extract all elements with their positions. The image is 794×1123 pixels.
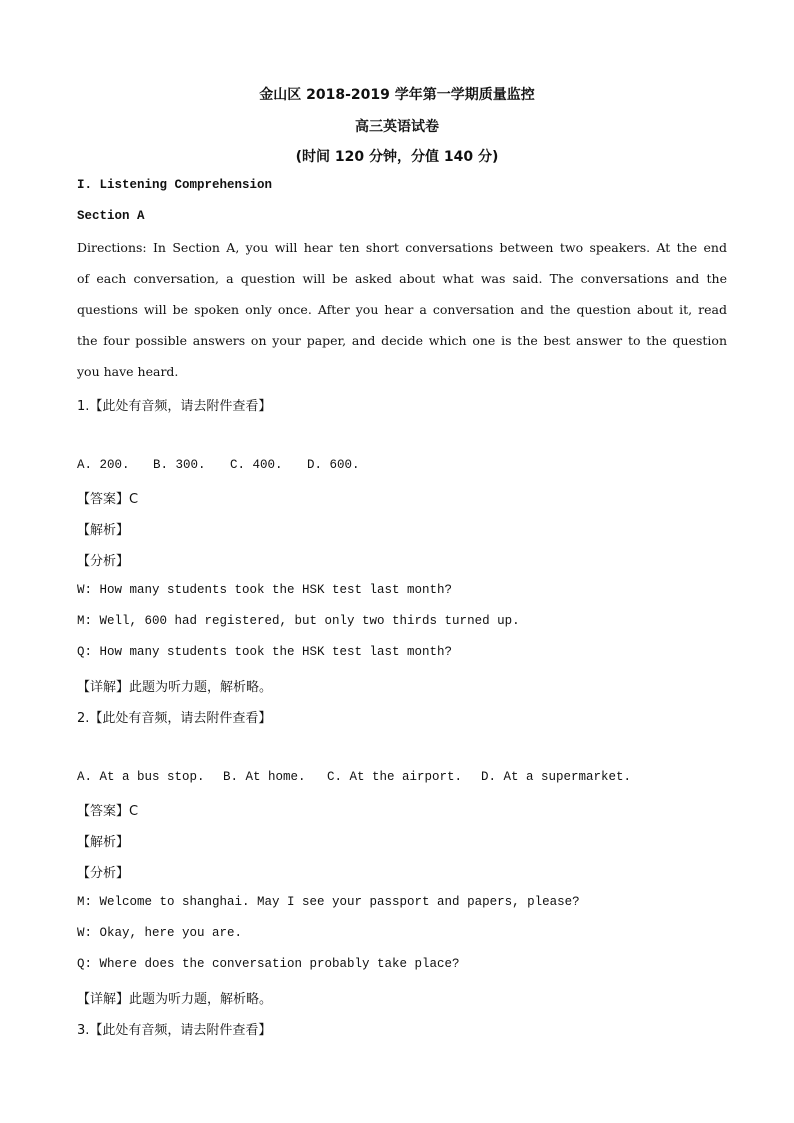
option-b: B. At home. bbox=[223, 770, 306, 784]
answer-label: 【答案】C bbox=[77, 804, 139, 819]
directions-line: questions will be spoken only once. After you hear a conversation and the question about it, read bbox=[77, 302, 727, 317]
option-a: A. 200. bbox=[77, 458, 130, 472]
directions-line: the four possible answers on your paper, and decide which one is the best answer to the question bbox=[77, 333, 727, 348]
directions-line: of each conversation, a question will be asked about what was said. The conversations and the bbox=[77, 271, 727, 286]
directions-line: you have heard. bbox=[77, 364, 179, 379]
document-subtitle: 高三英语试卷 bbox=[355, 119, 439, 135]
directions-line: Directions: In Section A, you will hear ten short conversations between two speakers. At the end bbox=[77, 240, 727, 255]
question-prompt: 3.【此处有音频，请去附件查看】 bbox=[77, 1023, 272, 1038]
analysis-sub-label: 【分析】 bbox=[77, 554, 130, 569]
option-c: C. 400. bbox=[230, 458, 283, 472]
section-heading: Section A bbox=[77, 209, 145, 223]
answer-label: 【答案】C bbox=[77, 492, 139, 507]
option-a: A. At a bus stop. bbox=[77, 770, 205, 784]
answer-options bbox=[77, 770, 631, 784]
dialogue-line: W: How many students took the HSK test last month? bbox=[77, 583, 453, 597]
option-d: D. At a supermarket. bbox=[481, 770, 632, 784]
dialogue-line: M: Welcome to shanghai. May I see your passport and papers, please? bbox=[77, 895, 580, 909]
detail-note: 【详解】此题为听力题，解析略。 bbox=[77, 992, 273, 1007]
part-heading: I. Listening Comprehension bbox=[77, 178, 273, 192]
detail-note: 【详解】此题为听力题，解析略。 bbox=[77, 680, 273, 695]
answer-options bbox=[77, 458, 360, 472]
document-title: 金山区 2018-2019 学年第一学期质量监控 bbox=[259, 87, 535, 103]
option-b: B. 300. bbox=[153, 458, 206, 472]
question-prompt: 2.【此处有音频，请去附件查看】 bbox=[77, 711, 272, 726]
dialogue-line: W: Okay, here you are. bbox=[77, 926, 243, 940]
analysis-label: 【解析】 bbox=[77, 835, 130, 850]
question-prompt: 1.【此处有音频，请去附件查看】 bbox=[77, 399, 272, 414]
time-info: (时间 120 分钟，分值 140 分) bbox=[295, 149, 499, 165]
option-c: C. At the airport. bbox=[327, 770, 463, 784]
analysis-label: 【解析】 bbox=[77, 523, 130, 538]
dialogue-line: M: Well, 600 had registered, but only two thirds turned up. bbox=[77, 614, 520, 628]
analysis-sub-label: 【分析】 bbox=[77, 866, 130, 881]
option-d: D. 600. bbox=[307, 458, 360, 472]
dialogue-line: Q: Where does the conversation probably take place? bbox=[77, 957, 460, 971]
dialogue-line: Q: How many students took the HSK test last month? bbox=[77, 645, 453, 659]
